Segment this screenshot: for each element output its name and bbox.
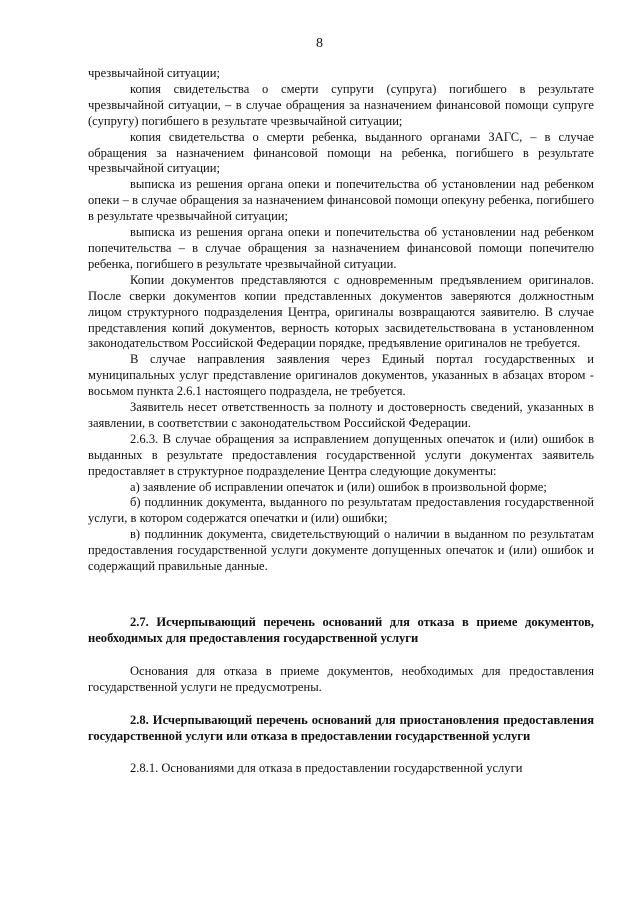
paragraph-spouse-death-certificate: копия свидетельства о смерти супруги (супруга) погибшего в результате чрезвычайной ситуации, – в случае обращения за назначением финансовой помощи супруге (супругу) погибшего в результате чрезвычайной ситуации; (88, 81, 594, 128)
paragraph-portal-submission: В случае направления заявления через Единый портал государственных и муниципальных услуг представление оригиналов документов, указанных в абзацах втором - восьмом пункта 2.6.1 настоящего подраздела, не требуется. (88, 352, 594, 399)
section-2-7-text: Основания для отказа в приеме документов, необходимых для предоставления государственной услуги не предусмотрены. (88, 663, 594, 694)
section-2-7-heading: 2.7. Исчерпывающий перечень оснований для отказа в приеме документов, необходимых для предоставления государственной услуги (88, 615, 594, 645)
document-body (88, 66, 594, 777)
paragraph-trusteeship-extract: выписка из решения органа опеки и попечительства об установлении над ребенком попечительства – в случае обращения за назначением финансовой помощи попечителю ребенка, погибшего в результате чрезвычайной ситуации. (88, 225, 594, 271)
paragraph-2-6-3: 2.6.3. В случае обращения за исправлением допущенных опечаток и (или) ошибок в выданных в результате предоставления государственной услуги документах заявитель предоставляет в структурное подразделение Центра следующие документы: (88, 431, 594, 478)
paragraph-document-copies: Копии документов представляются с одновременным предъявлением оригиналов. После сверки документов копии представленных документов заверяются должностным лицом структурного подразделения Центра, оригиналы возвращаются заявителю. В случае представления копий документов, верность которых засвидетельствована в установленном законодательством Российской Федерации порядке, предъявление оригиналов не требуется. (88, 272, 594, 351)
section-2-8-heading: 2.8. Исчерпывающий перечень оснований для приостановления предоставления государственной услуги или отказа в предоставлении государственной услуги (88, 712, 594, 743)
paragraph-continuation: чрезвычайной ситуации; (88, 66, 220, 80)
paragraph-child-death-certificate: копия свидетельства о смерти ребенка, выданного органами ЗАГС, – в случае обращения за назначением финансовой помощи на ребенка, погибшего в результате чрезвычайной ситуации; (88, 129, 594, 176)
list-item-v: в) подлинник документа, свидетельствующий о наличии в выданном по результатам предоставления государственной услуги документе допущенных опечаток и (или) ошибок и содержащий правильные данные. (88, 527, 594, 574)
page-number: 8 (316, 36, 323, 51)
section-2-8-1-text: 2.8.1. Основаниями для отказа в предоставлении государственной услуги (130, 761, 523, 776)
list-item-b: б) подлинник документа, выданного по результатам предоставления государственной услуги, в котором содержатся опечатки и (или) ошибки; (88, 495, 594, 526)
paragraph-applicant-responsibility: Заявитель несет ответственность за полноту и достоверность сведений, указанных в заявлении, в соответствии с законодательством Российской Федерации. (88, 400, 594, 430)
paragraph-guardianship-extract: выписка из решения органа опеки и попечительства об установлении над ребенком опеки – в случае обращения за назначением финансовой помощи опекуну ребенка, погибшего в результате чрезвычайной ситуации; (88, 177, 594, 224)
list-item-a: а) заявление об исправлении опечаток и (или) ошибок в произвольной форме; (130, 479, 547, 494)
